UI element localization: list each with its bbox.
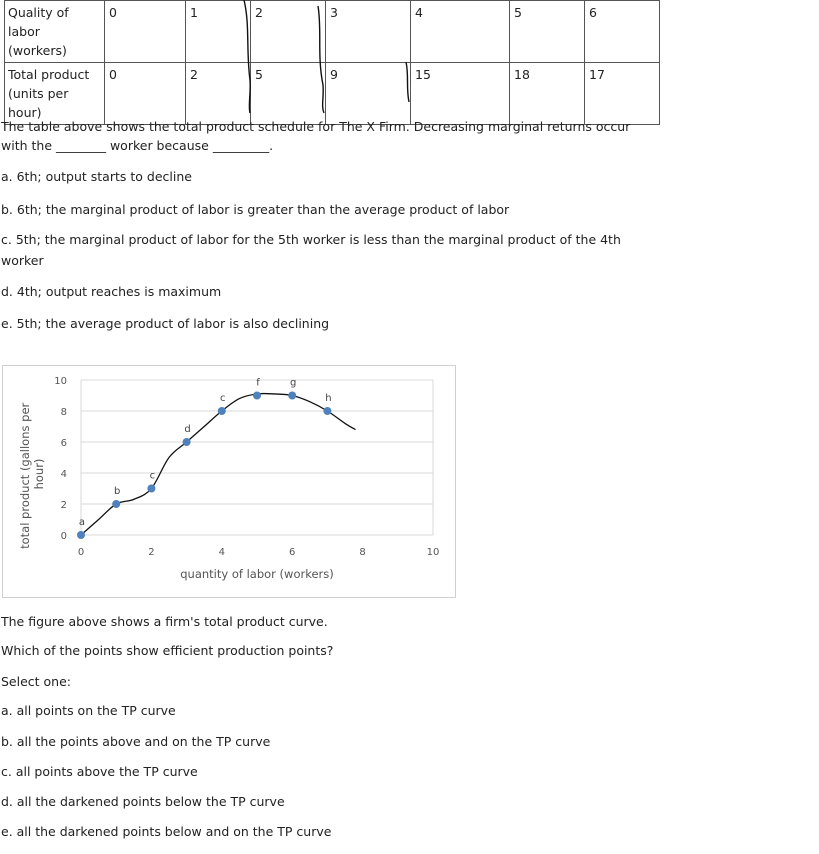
- answer-option[interactable]: a. 6th; output starts to decline: [1, 169, 192, 184]
- row-header-line: (units per: [8, 86, 69, 101]
- row-header-line: labor: [8, 24, 40, 39]
- question-stem: The table above shows the total product schedule for The X Firm. Decreasing marginal returns occur: [1, 119, 631, 134]
- answer-option[interactable]: d. all the darkened points below the TP curve: [1, 794, 285, 809]
- data-point-f: [253, 392, 261, 400]
- row-header-line: (workers): [8, 43, 67, 58]
- answer-option[interactable]: c. all points above the TP curve: [1, 764, 198, 779]
- answer-option[interactable]: d. 4th; output reaches is maximum: [1, 284, 222, 299]
- question-prompt: Which of the points show efficient production points?: [1, 643, 334, 658]
- y-tick-label: 10: [54, 376, 67, 387]
- question-stem: with the ________ worker because _________.: [1, 138, 274, 153]
- answer-option[interactable]: c. 5th; the marginal product of labor for the 5th worker is less than the marginal product of the 4th: [1, 232, 621, 247]
- row-header-line: Quality of: [8, 5, 69, 20]
- x-tick-label: 0: [77, 547, 85, 558]
- y-tick-label: 6: [60, 438, 67, 449]
- y-axis-label-line: hour): [32, 458, 46, 490]
- point-label: b: [114, 486, 121, 497]
- table-cell: 2: [186, 63, 251, 125]
- table-cell: 6: [585, 1, 660, 63]
- x-tick-label: 6: [289, 547, 296, 558]
- table-cell: 15: [411, 63, 510, 125]
- table-cell: 2: [251, 1, 326, 63]
- data-point-b: [112, 500, 120, 508]
- table-cell: 0: [105, 1, 186, 63]
- row-header-line: hour): [8, 105, 42, 120]
- row-header-line: Total product: [8, 67, 90, 82]
- data-point-c: [218, 407, 226, 415]
- point-label: a: [78, 517, 86, 528]
- answer-option[interactable]: e. 5th; the average product of labor is also declining: [1, 316, 330, 331]
- answer-option[interactable]: e. all the darkened points below and on the TP curve: [1, 824, 332, 839]
- chart-canvas: [3, 366, 455, 597]
- answer-option[interactable]: b. 6th; the marginal product of labor is greater than the average product of labor: [1, 202, 510, 217]
- data-point-g: [288, 392, 296, 400]
- data-point-h: [323, 407, 331, 415]
- total-product-chart: [2, 365, 456, 598]
- figure-caption: The figure above shows a firm's total product curve.: [1, 614, 328, 629]
- y-axis-label-line: total product (gallons per: [18, 402, 32, 549]
- point-label: c: [220, 393, 226, 404]
- table-cell: 18: [510, 63, 585, 125]
- table-cell: 1: [186, 1, 251, 63]
- x-tick-label: 10: [426, 547, 440, 558]
- handwritten-marks: [0, 0, 819, 116]
- table-cell: 17: [585, 63, 660, 125]
- point-label: h: [325, 393, 332, 404]
- table-cell: 5: [510, 1, 585, 63]
- point-label: f: [256, 377, 260, 389]
- data-point-d: [183, 438, 191, 446]
- table-cell: 5: [251, 63, 326, 125]
- y-tick-label: 4: [60, 469, 67, 480]
- point-label: d: [184, 424, 191, 435]
- data-point-a: [77, 531, 85, 539]
- y-axis-label: [18, 399, 46, 549]
- table-cell: 4: [411, 1, 510, 63]
- table-cell: 0: [105, 63, 186, 125]
- answer-option[interactable]: a. all points on the TP curve: [1, 703, 176, 718]
- tp-curve: [78, 394, 356, 535]
- y-tick-label: 8: [60, 407, 67, 418]
- x-tick-label: 2: [148, 547, 155, 558]
- answer-option[interactable]: worker: [1, 253, 44, 268]
- table-cell: 3: [326, 1, 411, 63]
- table-cell: 9: [326, 63, 411, 125]
- data-point-c: [147, 485, 155, 493]
- select-one-label: Select one:: [1, 674, 72, 689]
- answer-option[interactable]: b. all the points above and on the TP curve: [1, 734, 271, 749]
- point-label: g: [290, 377, 297, 389]
- x-tick-label: 4: [218, 547, 225, 558]
- x-axis-label: quantity of labor (workers): [180, 567, 334, 581]
- y-tick-label: 0: [60, 531, 67, 542]
- x-tick-label: 8: [359, 547, 366, 558]
- y-tick-label: 2: [60, 500, 67, 511]
- point-label: c: [149, 470, 156, 482]
